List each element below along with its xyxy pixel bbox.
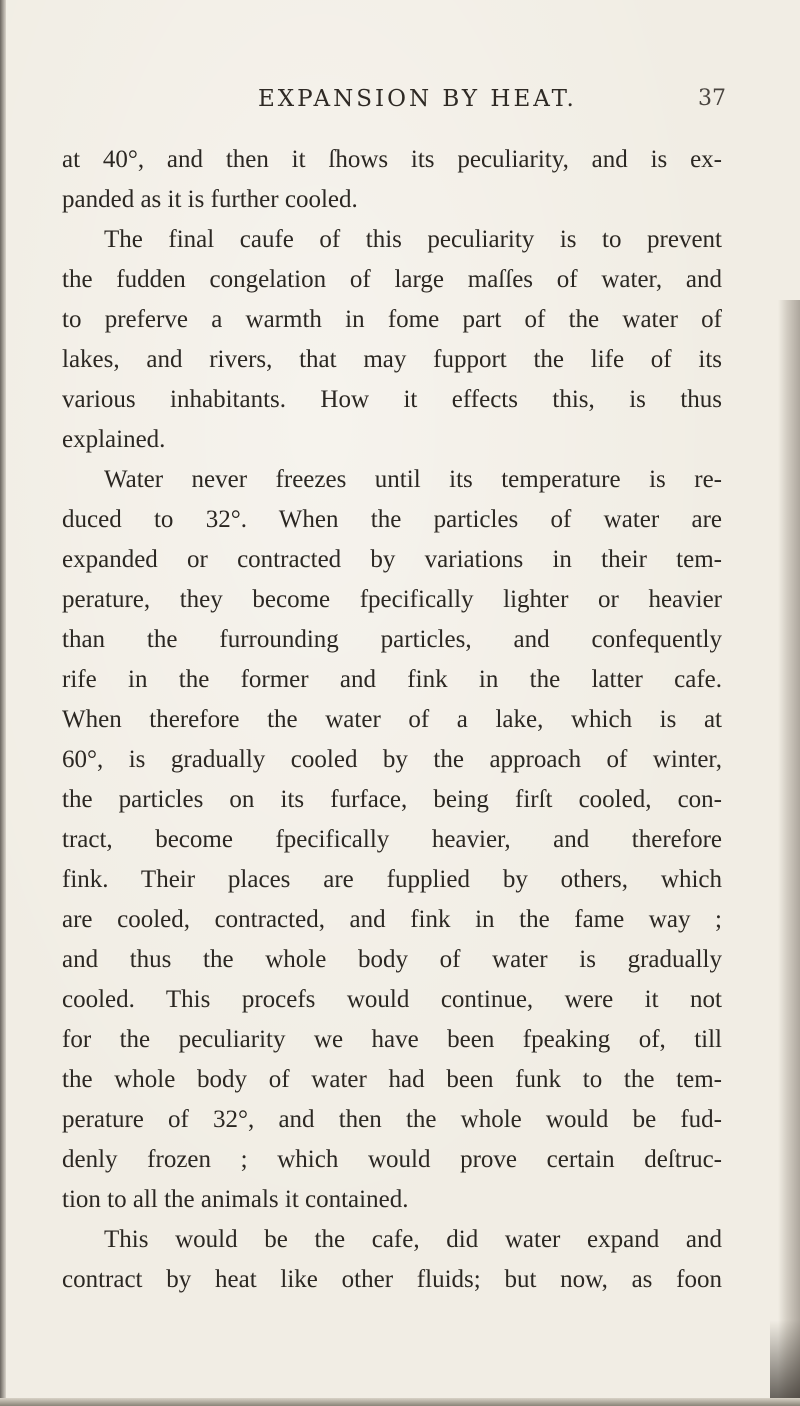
text-line: the whole body of water had been funk to the tem- (62, 1066, 722, 1093)
text-line: lakes, and rivers, that may fupport the life of its (62, 346, 722, 373)
text-line: rife in the former and fink in the latter cafe. (62, 666, 722, 693)
text-line: tract, become fpecifically heavier, and therefore (62, 826, 722, 853)
text-line: explained. (62, 426, 166, 453)
text-line: fink. Their places are fupplied by others, which (62, 866, 722, 893)
text-line: perature of 32°, and then the whole would be fud- (62, 1106, 722, 1133)
text-line: than the furrounding particles, and confequently (62, 626, 722, 653)
text-line: 60°, is gradually cooled by the approach of winter, (62, 746, 722, 773)
text-line: the particles on its furface, being firſt cooled, con- (62, 786, 722, 813)
text-line: are cooled, contracted, and fink in the fame way ; (62, 906, 722, 933)
page-header (0, 86, 800, 126)
text-line: duced to 32°. When the particles of water are (62, 506, 722, 533)
page-number: 37 (698, 86, 726, 111)
page-bottom-edge (0, 1398, 800, 1406)
text-line: contract by heat like other fluids; but now, as foon (62, 1266, 722, 1293)
running-title: EXPANSION BY HEAT. (258, 86, 577, 112)
text-line: various inhabitants. How it effects this, is thus (62, 386, 722, 413)
page-corner-shadow (770, 1320, 800, 1406)
text-line: to preferve a warmth in fome part of the water of (62, 306, 722, 333)
text-line: panded as it is further cooled. (62, 186, 358, 213)
text-line: the fudden congelation of large maſſes of water, and (62, 266, 722, 293)
text-line: denly frozen ; which would prove certain deſtruc- (62, 1146, 722, 1173)
text-line: tion to all the animals it contained. (62, 1186, 409, 1213)
page-left-edge-shadow (0, 0, 6, 1406)
page-right-edge-shadow (778, 300, 800, 1406)
text-line: The final caufe of this peculiarity is to prevent (104, 226, 722, 253)
text-line: cooled. This procefs would continue, were it not (62, 986, 722, 1013)
text-line: Water never freezes until its temperature is re- (104, 466, 722, 493)
text-line: perature, they become fpecifically lighter or heavier (62, 586, 722, 613)
text-line: at 40°, and then it ſhows its peculiarity, and is ex- (62, 146, 722, 173)
text-line: This would be the cafe, did water expand and (104, 1226, 722, 1253)
text-line: for the peculiarity we have been fpeaking of, till (62, 1026, 722, 1053)
text-line: and thus the whole body of water is gradually (62, 946, 722, 973)
body-text (62, 140, 722, 1300)
text-line: expanded or contracted by variations in their tem- (62, 546, 722, 573)
text-line: When therefore the water of a lake, which is at (62, 706, 722, 733)
